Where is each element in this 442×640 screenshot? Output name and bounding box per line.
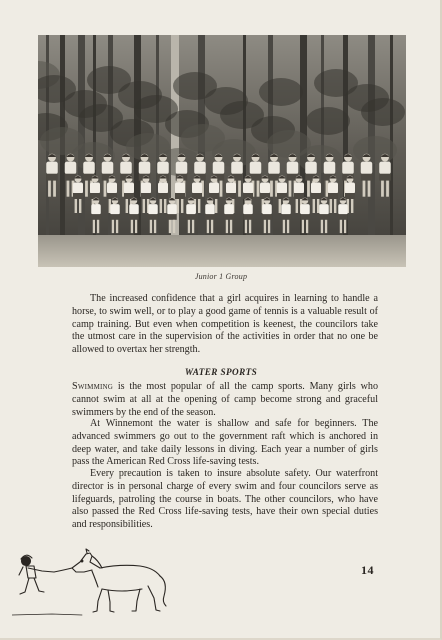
- foliage: [134, 95, 178, 123]
- paragraph-confidence: The increased confidence that a girl acquires in learning to handle a horse, to swim well, or to play a good game of tennis is a valuable result of camp training. But even when competition is keenest, the councilors take the utmost care in the supervision of the activities in order that no one be allowed to overtax her strength.: [72, 293, 378, 356]
- foliage: [40, 127, 84, 155]
- paragraph-precaution: Every precaution is taken to insure absolute safety. Our waterfront director is in personal charge of every swim and four councilors serve as lifeguards, patroling the course in boats. The other councilors, who have also passed the Red Cross life-saving tests, have their own special duties and responsibilities.: [72, 468, 378, 531]
- foliage: [181, 124, 225, 152]
- foliage: [353, 136, 397, 164]
- foliage: [220, 101, 264, 129]
- foliage: [259, 78, 303, 106]
- foliage: [79, 104, 123, 132]
- paragraph-swimming: [72, 381, 378, 419]
- foliage: [314, 69, 358, 97]
- paragraph-swimming-rest: is the most popular of all the camp sports. Many girls who cannot swim at all at the opening of camp become strong and graceful swimmers by the end of the season.: [72, 381, 378, 418]
- girl-leading-horse-illustration: [12, 545, 172, 617]
- foliage: [87, 66, 131, 94]
- group-photo-image: [38, 35, 406, 267]
- lead-word: Swimming: [72, 381, 114, 392]
- tree-trunk: [390, 35, 393, 245]
- paragraph-winnemont: At Winnemont the water is shallow and safe for beginners. The advanced swimmers go out to the government raft which is anchored in deep water, and take daily lessons in diving. Each year a number of girls pass the American Red Cross life-saving tests.: [72, 418, 378, 468]
- foliage: [173, 72, 217, 100]
- photo-caption: Junior 1 Group: [194, 272, 248, 281]
- section-heading: WATER SPORTS: [184, 367, 258, 377]
- foliage: [306, 107, 350, 135]
- page-number: 14: [361, 563, 374, 577]
- group-photo: [38, 35, 406, 267]
- foliage: [361, 98, 405, 126]
